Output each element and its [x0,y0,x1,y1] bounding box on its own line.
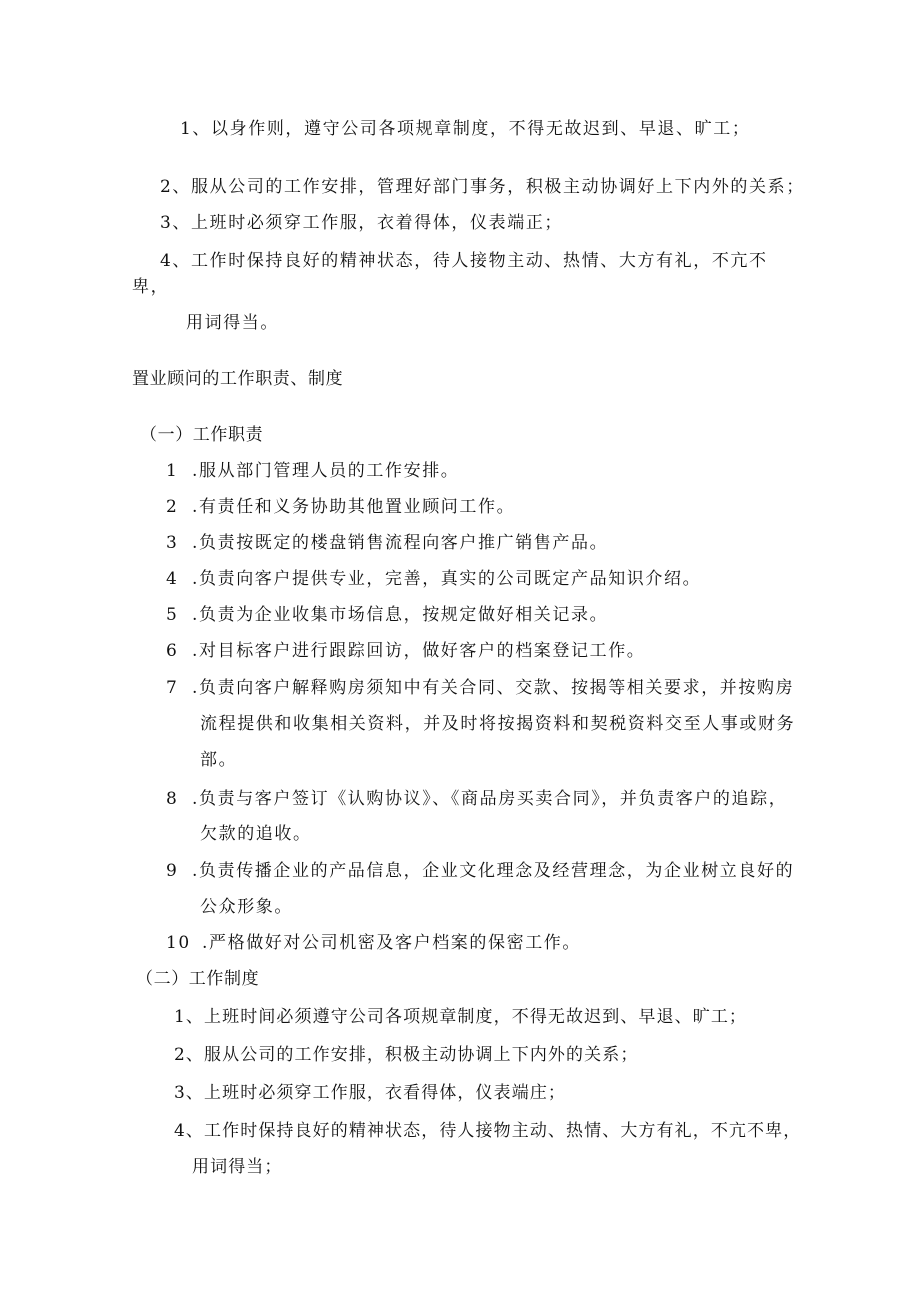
intro-item-1: 1、以身作则，遵守公司各项规章制度，不得无故迟到、早退、旷工； [180,119,751,139]
duty-item-6 [166,640,645,662]
duty-item-2 [166,496,515,518]
duty-item-3 [166,532,608,554]
duty-item-9-line2: 公众形象。 [200,897,293,917]
intro-item-3: 3、上班时必须穿工作服，衣着得体，仪表端正； [160,213,564,233]
duty-number: 1 [166,461,179,481]
duty-text: .服从部门管理人员的工作安排。 [192,461,460,481]
duty-text: .负责按既定的楼盘销售流程向客户推广销售产品。 [192,533,609,553]
intro-item-4-line1: 4、工作时保持良好的精神状态，待人接物主动、热情、大方有礼，不亢不 [160,251,768,271]
duty-text: .负责向客户提供专业，完善，真实的公司既定产品知识介绍。 [192,569,702,589]
duty-text: .负责与客户签订《认购协议》、《商品房买卖合同》，并负责客户的追踪， [192,789,788,809]
duty-text: .负责向客户解释购房须知中有关合同、交款、按揭等相关要求，并按购房 [192,678,795,698]
duty-number: 6 [166,641,179,661]
duty-item-7-line3: 部。 [200,750,238,770]
intro-item-4-line2: 卑， [132,277,170,297]
duty-number: 9 [166,861,179,881]
duty-item-1 [166,460,459,482]
duty-item-4 [166,568,701,590]
intro-item-4-line3: 用词得当。 [186,313,279,333]
rule-item-1: 1、上班时间必须遵守公司各项规章制度，不得无故迟到、早退、旷工； [174,1007,748,1027]
duty-number: 4 [166,569,179,589]
rule-item-2: 2、服从公司的工作安排，积极主动协调上下内外的关系； [174,1045,639,1065]
duty-item-8-line1 [166,788,787,810]
duty-text: .有责任和义务协助其他置业顾问工作。 [192,497,516,517]
duty-item-10 [166,932,581,954]
intro-item-2: 2、服从公司的工作安排，管理好部门事务，积极主动协调好上下内外的关系； [160,177,805,197]
duty-number: 10 [166,933,191,953]
duty-text: .严格做好对公司机密及客户档案的保密工作。 [202,933,582,953]
duty-number: 8 [166,789,179,809]
section-title: 置业顾问的工作职责、制度 [132,369,344,389]
duty-number: 2 [166,497,179,517]
duty-number: 7 [166,678,179,698]
duties-heading: （一）工作职责 [140,425,264,445]
duty-number: 3 [166,533,179,553]
duty-item-7-line2: 流程提供和收集相关资料，并及时将按揭资料和契税资料交至人事或财务 [200,714,796,734]
duty-item-9-line1 [166,860,794,882]
duty-item-8-line2: 欠款的追收。 [200,824,312,844]
rule-item-3: 3、上班时必须穿工作服，衣看得体，仪表端庄； [174,1083,567,1103]
duty-text: .负责为企业收集市场信息，按规定做好相关记录。 [192,605,609,625]
duty-item-5 [166,604,608,626]
duty-item-7-line1 [166,677,794,699]
rules-heading: （二）工作制度 [136,969,260,989]
duty-number: 5 [166,605,179,625]
rule-item-4-line2: 用词得当； [192,1157,283,1177]
duty-text: .对目标客户进行跟踪回访，做好客户的档案登记工作。 [192,641,646,661]
duty-text: .负责传播企业的产品信息，企业文化理念及经营理念，为企业树立良好的 [192,861,795,881]
rule-item-4-line1: 4、工作时保持良好的精神状态，待人接物主动、热情、大方有礼，不亢不卑， [174,1121,802,1141]
